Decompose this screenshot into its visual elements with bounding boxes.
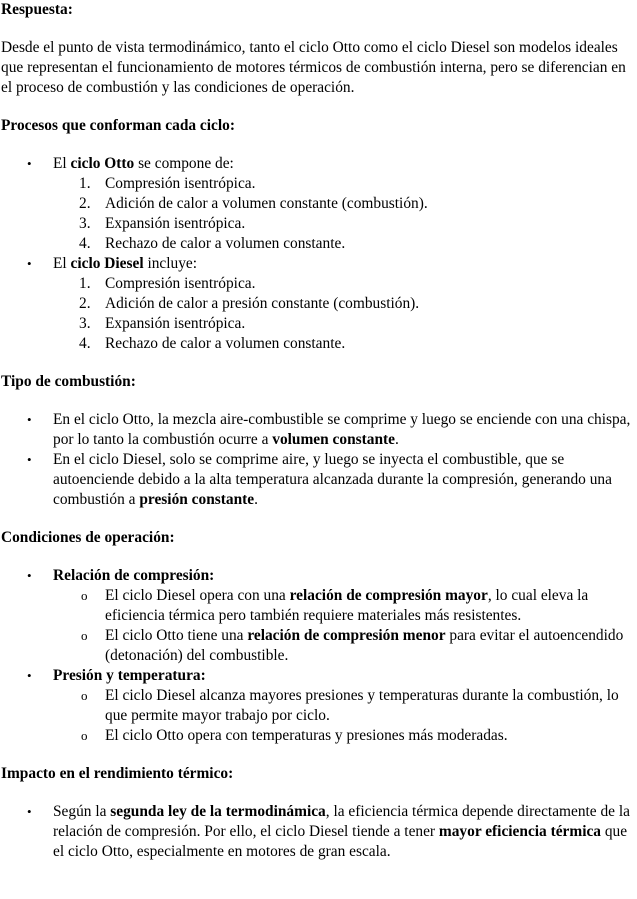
- bullet-icon: •: [27, 452, 32, 467]
- subitem-text: El ciclo Otto tiene una: [105, 627, 248, 644]
- impact-text: Según la: [53, 803, 111, 820]
- step-text: Adición de calor a volumen constante (combustión).: [105, 195, 428, 212]
- step-number: 3.: [79, 315, 91, 332]
- step-number: 2.: [79, 295, 91, 312]
- diesel-cycle-item: [1, 254, 637, 354]
- pressure-sublist: [53, 686, 635, 746]
- circle-bullet-icon: o: [81, 688, 88, 703]
- circle-bullet-icon: o: [81, 628, 88, 643]
- step-number: 4.: [79, 335, 91, 352]
- operation-list: [1, 566, 637, 746]
- otto-step: [53, 194, 635, 214]
- otto-bold: ciclo Otto: [70, 155, 135, 172]
- combustion-text: En el ciclo Otto, la mezcla aire-combustible se comprime y luego se enciende con una chispa, por lo tanto la combustión ocurre a: [53, 411, 631, 448]
- otto-pre: El: [53, 155, 71, 172]
- step-text: Compresión isentrópica.: [105, 275, 256, 292]
- compression-ratio-item: [1, 566, 637, 666]
- bullet-icon: •: [27, 804, 32, 819]
- processes-heading: Procesos que conforman cada ciclo:: [1, 117, 235, 134]
- step-text: Expansión isentrópica.: [105, 315, 246, 332]
- combustion-heading: Tipo de combustión:: [1, 373, 136, 390]
- impact-text-mid: , la eficiencia térmica depende directamente de la relación de compresión. Por ello, el ciclo Diesel tiende a tener: [53, 803, 630, 840]
- circle-bullet-icon: o: [81, 588, 88, 603]
- combustion-item-otto: [1, 410, 637, 450]
- step-number: 2.: [79, 195, 91, 212]
- impact-list: [1, 802, 637, 862]
- subitem-text: El ciclo Diesel alcanza mayores presiones y temperaturas durante la combustión, lo que permite mayor trabajo por ciclo.: [105, 687, 619, 724]
- combustion-end: .: [254, 491, 258, 508]
- diesel-steps: [53, 274, 635, 354]
- diesel-post: incluye:: [143, 255, 198, 272]
- compression-subitem: [53, 586, 635, 626]
- impact-item: [1, 802, 637, 862]
- operation-heading: Condiciones de operación:: [1, 529, 175, 546]
- diesel-bold: ciclo Diesel: [70, 255, 144, 272]
- subitem-end: para evitar el autoencendido (detonación) del combustible.: [105, 627, 624, 664]
- step-text: Rechazo de calor a volumen constante.: [105, 335, 346, 352]
- processes-list: [1, 154, 637, 354]
- impact-text-end: que el ciclo Otto, especialmente en motores de gran escala.: [53, 823, 628, 860]
- otto-post: se compone de:: [134, 155, 234, 172]
- bullet-icon: •: [27, 668, 32, 683]
- intro-paragraph: Desde el punto de vista termodinámico, tanto el ciclo Otto como el ciclo Diesel son modelos ideales que representan el funcionamiento de motores térmicos de combustión interna, pero se diferencian en el proceso de combustión y las condiciones de operación.: [1, 39, 626, 96]
- compression-subitem: [53, 626, 635, 666]
- bullet-icon: •: [27, 256, 32, 271]
- subitem-bold: relación de compresión menor: [247, 627, 446, 644]
- combustion-bold: volumen constante: [272, 431, 395, 448]
- otto-steps: [53, 174, 635, 254]
- diesel-step: [53, 274, 635, 294]
- impact-bold-efficiency: mayor eficiencia térmica: [438, 823, 602, 840]
- pressure-subitem: [53, 726, 635, 746]
- otto-cycle-item: [1, 154, 637, 254]
- step-text: Compresión isentrópica.: [105, 175, 256, 192]
- diesel-step: [53, 334, 635, 354]
- diesel-pre: El: [53, 255, 71, 272]
- circle-bullet-icon: o: [81, 728, 88, 743]
- otto-step: [53, 174, 635, 194]
- step-text: Rechazo de calor a volumen constante.: [105, 235, 346, 252]
- bullet-icon: •: [27, 412, 32, 427]
- impact-heading: Impacto en el rendimiento térmico:: [1, 765, 234, 782]
- bullet-icon: •: [27, 156, 32, 171]
- subitem-text: El ciclo Otto opera con temperaturas y presiones más moderadas.: [105, 727, 508, 744]
- pressure-subitem: [53, 686, 635, 726]
- impact-bold-law: segunda ley de la termodinámica: [110, 803, 326, 820]
- combustion-list: [1, 410, 637, 510]
- step-number: 4.: [79, 235, 91, 252]
- step-text: Adición de calor a presión constante (combustión).: [105, 295, 420, 312]
- diesel-step: [53, 294, 635, 314]
- otto-step: [53, 234, 635, 254]
- subitem-end: , lo cual eleva la eficiencia térmica pero también requiere materiales más resistentes.: [105, 587, 589, 624]
- combustion-text: En el ciclo Diesel, solo se comprime aire, y luego se inyecta el combustible, que se autoenciende debido a la alta temperatura alcanzada durante la compresión, generando una combustión a: [53, 451, 612, 508]
- pressure-temperature-item: [1, 666, 637, 746]
- combustion-item-diesel: [1, 450, 637, 510]
- step-text: Expansión isentrópica.: [105, 215, 246, 232]
- compression-title: Relación de compresión:: [53, 567, 215, 584]
- step-number: 1.: [79, 275, 91, 292]
- bullet-icon: •: [27, 568, 32, 583]
- subitem-text: El ciclo Diesel opera con una: [105, 587, 290, 604]
- step-number: 3.: [79, 215, 91, 232]
- combustion-end: .: [394, 431, 399, 448]
- step-number: 1.: [79, 175, 91, 192]
- otto-step: [53, 214, 635, 234]
- pressure-title: Presión y temperatura:: [53, 667, 206, 684]
- subitem-bold: relación de compresión mayor: [289, 587, 488, 604]
- compression-sublist: [53, 586, 635, 666]
- answer-heading: Respuesta:: [1, 1, 73, 18]
- combustion-bold: presión constante: [139, 491, 255, 508]
- diesel-step: [53, 314, 635, 334]
